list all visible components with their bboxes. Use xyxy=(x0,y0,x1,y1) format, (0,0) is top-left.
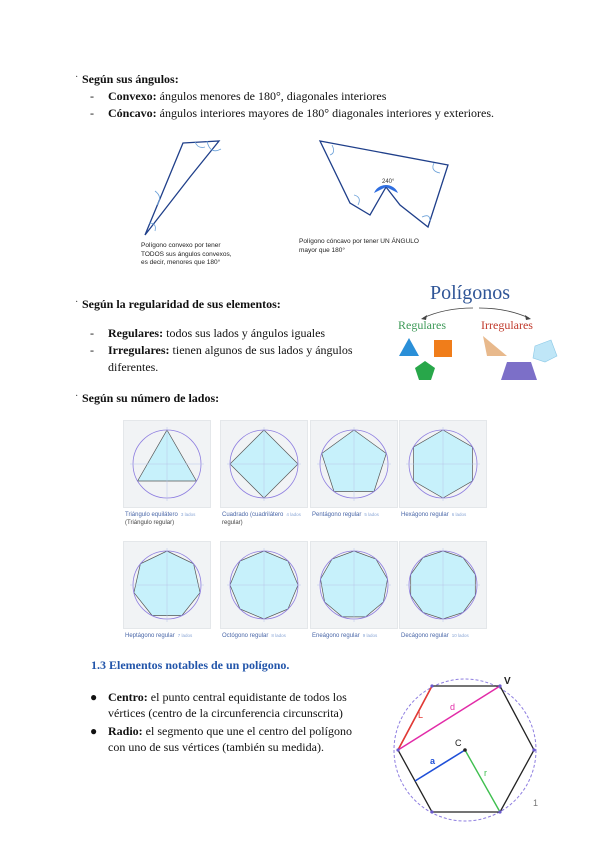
polygon-tile xyxy=(220,420,308,508)
angles-heading: Según sus ángulos: xyxy=(82,72,179,86)
polygon-tile-caption xyxy=(125,632,192,640)
polygon-figure xyxy=(124,542,210,628)
concave-polygon-figure xyxy=(310,135,460,235)
convex-caption xyxy=(141,242,271,268)
irregular-triangle xyxy=(483,336,507,356)
diagram-shapes xyxy=(385,332,565,387)
polygon-figure xyxy=(311,421,397,507)
diagram-regulares-label: Regulares xyxy=(398,318,446,332)
regular-square xyxy=(434,340,452,357)
polygon-figure xyxy=(400,421,486,507)
term-centro: Centro: xyxy=(108,690,148,704)
term-irregulares: Irregulares: xyxy=(108,343,170,357)
convex-polygon-figure xyxy=(135,135,245,240)
polygon-subname: regular) xyxy=(222,520,243,526)
polygon-tile xyxy=(310,541,398,629)
text-centro-1: el punto central equidistante de todos los xyxy=(147,690,347,704)
bullet: ● xyxy=(90,724,98,738)
polygon-sides-tag: 9 lados xyxy=(362,633,378,638)
label-apothem: a xyxy=(430,756,436,766)
dash: - xyxy=(90,343,94,357)
polygon-name: Triángulo equilátero xyxy=(125,512,178,518)
polygon-sides-tag: 5 lados xyxy=(364,512,379,517)
polygon-name: Hexágono regular xyxy=(401,512,449,518)
polygon-tile xyxy=(399,541,487,629)
diagonal-d xyxy=(398,686,500,750)
bullet-dot: · xyxy=(75,391,79,402)
caption-line: mayor que 180° xyxy=(299,246,345,254)
regularity-heading: Según la regularidad de sus elementos: xyxy=(82,297,281,311)
dash: - xyxy=(90,89,94,103)
polygon-name: Octógono regular xyxy=(222,633,269,639)
label-radius: r xyxy=(484,768,487,778)
term-regulares: Regulares: xyxy=(108,326,164,340)
label-side: L xyxy=(418,710,424,720)
concave-caption xyxy=(299,238,469,255)
radius-r xyxy=(465,750,500,812)
list-item-convexo xyxy=(90,89,560,104)
polygons-diagram xyxy=(385,282,565,387)
side-L xyxy=(398,686,432,750)
section-title: 1.3 Elementos notables de un polígono. xyxy=(91,658,290,672)
polygon-name: Heptágono regular xyxy=(125,633,175,639)
polygon-sides-tag: 4 lados xyxy=(286,512,301,517)
polygon-subname: (Triángulo regular) xyxy=(125,520,175,526)
bullet-dot: · xyxy=(75,297,79,308)
polygon-figure xyxy=(124,421,210,507)
polygon-sides-tag: 8 lados xyxy=(271,633,286,638)
label-vertex: V xyxy=(504,676,511,687)
polygon-tile xyxy=(123,420,211,508)
polygon-sides-tag: 3 lados xyxy=(180,512,196,517)
text-radio-1: el segmento que une el centro del polígono xyxy=(142,724,352,738)
polygon-tile xyxy=(123,541,211,629)
caption-line: TODOS sus ángulos convexos, xyxy=(141,250,232,258)
polygon-tile-caption xyxy=(222,632,286,640)
polygon-tile-caption xyxy=(312,632,377,640)
polygon-figure xyxy=(221,542,307,628)
text-regulares: todos sus lados y ángulos iguales xyxy=(163,326,326,340)
polygon-name: Eneágono regular xyxy=(312,633,360,639)
polygon-name: Cuadrado (cuadrilátero xyxy=(222,512,284,518)
label-center: C xyxy=(455,738,462,748)
sides-heading: Según su número de lados: xyxy=(82,391,220,405)
polygon-tile xyxy=(220,541,308,629)
polygon-figure xyxy=(221,421,307,507)
polygon-tile-caption xyxy=(125,511,195,527)
irregular-trapezoid xyxy=(501,362,537,380)
term-convexo: Convexo: xyxy=(108,89,157,103)
text-irregulares-2: diferentes. xyxy=(108,360,159,374)
list-item-regulares xyxy=(90,326,380,341)
regular-triangle xyxy=(399,338,419,356)
diagram-title: Polígonos xyxy=(430,282,511,304)
regular-pentagon xyxy=(415,361,435,380)
text-convexo: ángulos menores de 180°, diagonales interiores xyxy=(156,89,387,103)
text-concavo: ángulos interiores mayores de 180° diagonales interiores y exteriores. xyxy=(156,106,495,120)
polygon-figure xyxy=(311,542,397,628)
label-diagonal: d xyxy=(450,702,456,712)
list-item-irregulares xyxy=(90,343,380,374)
text-radio-2: con uno de sus vértices (también su medida). xyxy=(108,740,324,754)
convex-polygon xyxy=(145,141,219,235)
polygon-name: Decágono regular xyxy=(401,633,449,639)
caption-line: Polígono convexo por tener xyxy=(141,242,221,249)
hexagon-elements-figure xyxy=(392,670,542,830)
list-item-concavo xyxy=(90,106,560,121)
text-irregulares-1: tienen algunos de sus lados y ángulos xyxy=(169,343,353,357)
text-centro-2: vértices (centro de la circunferencia circunscrita) xyxy=(108,706,343,720)
polygon-tile-caption xyxy=(312,511,379,519)
polygon-tile-caption xyxy=(222,511,301,527)
polygon-tile-caption xyxy=(401,632,469,640)
bullet: ● xyxy=(90,690,98,704)
polygon-figure xyxy=(400,542,486,628)
polygon-tile-caption xyxy=(401,511,466,519)
polygon-sides-tag: 10 lados xyxy=(451,633,469,638)
polygon-name: Pentágono regular xyxy=(312,512,362,518)
bullet-dot: · xyxy=(75,72,79,83)
term-concavo: Cóncavo: xyxy=(108,106,157,120)
diagram-irregulares-label: Irregulares xyxy=(481,318,533,332)
caption-line: Polígono cóncavo por tener UN ÁNGULO xyxy=(299,238,419,245)
polygon-tile xyxy=(399,420,487,508)
polygon-sides-tag: 6 lados xyxy=(451,512,467,517)
dash: - xyxy=(90,326,94,340)
page-number: 1 xyxy=(533,798,539,808)
irregular-pentagon xyxy=(533,340,557,362)
polygon-tile xyxy=(310,420,398,508)
dash: - xyxy=(90,106,94,120)
apothem-a xyxy=(415,750,465,781)
caption-line: es decir, menores que 180° xyxy=(141,259,221,266)
term-radio: Radio: xyxy=(108,724,143,738)
concave-angle-label: 240° xyxy=(382,179,395,185)
polygon-sides-tag: 7 lados xyxy=(177,633,193,638)
